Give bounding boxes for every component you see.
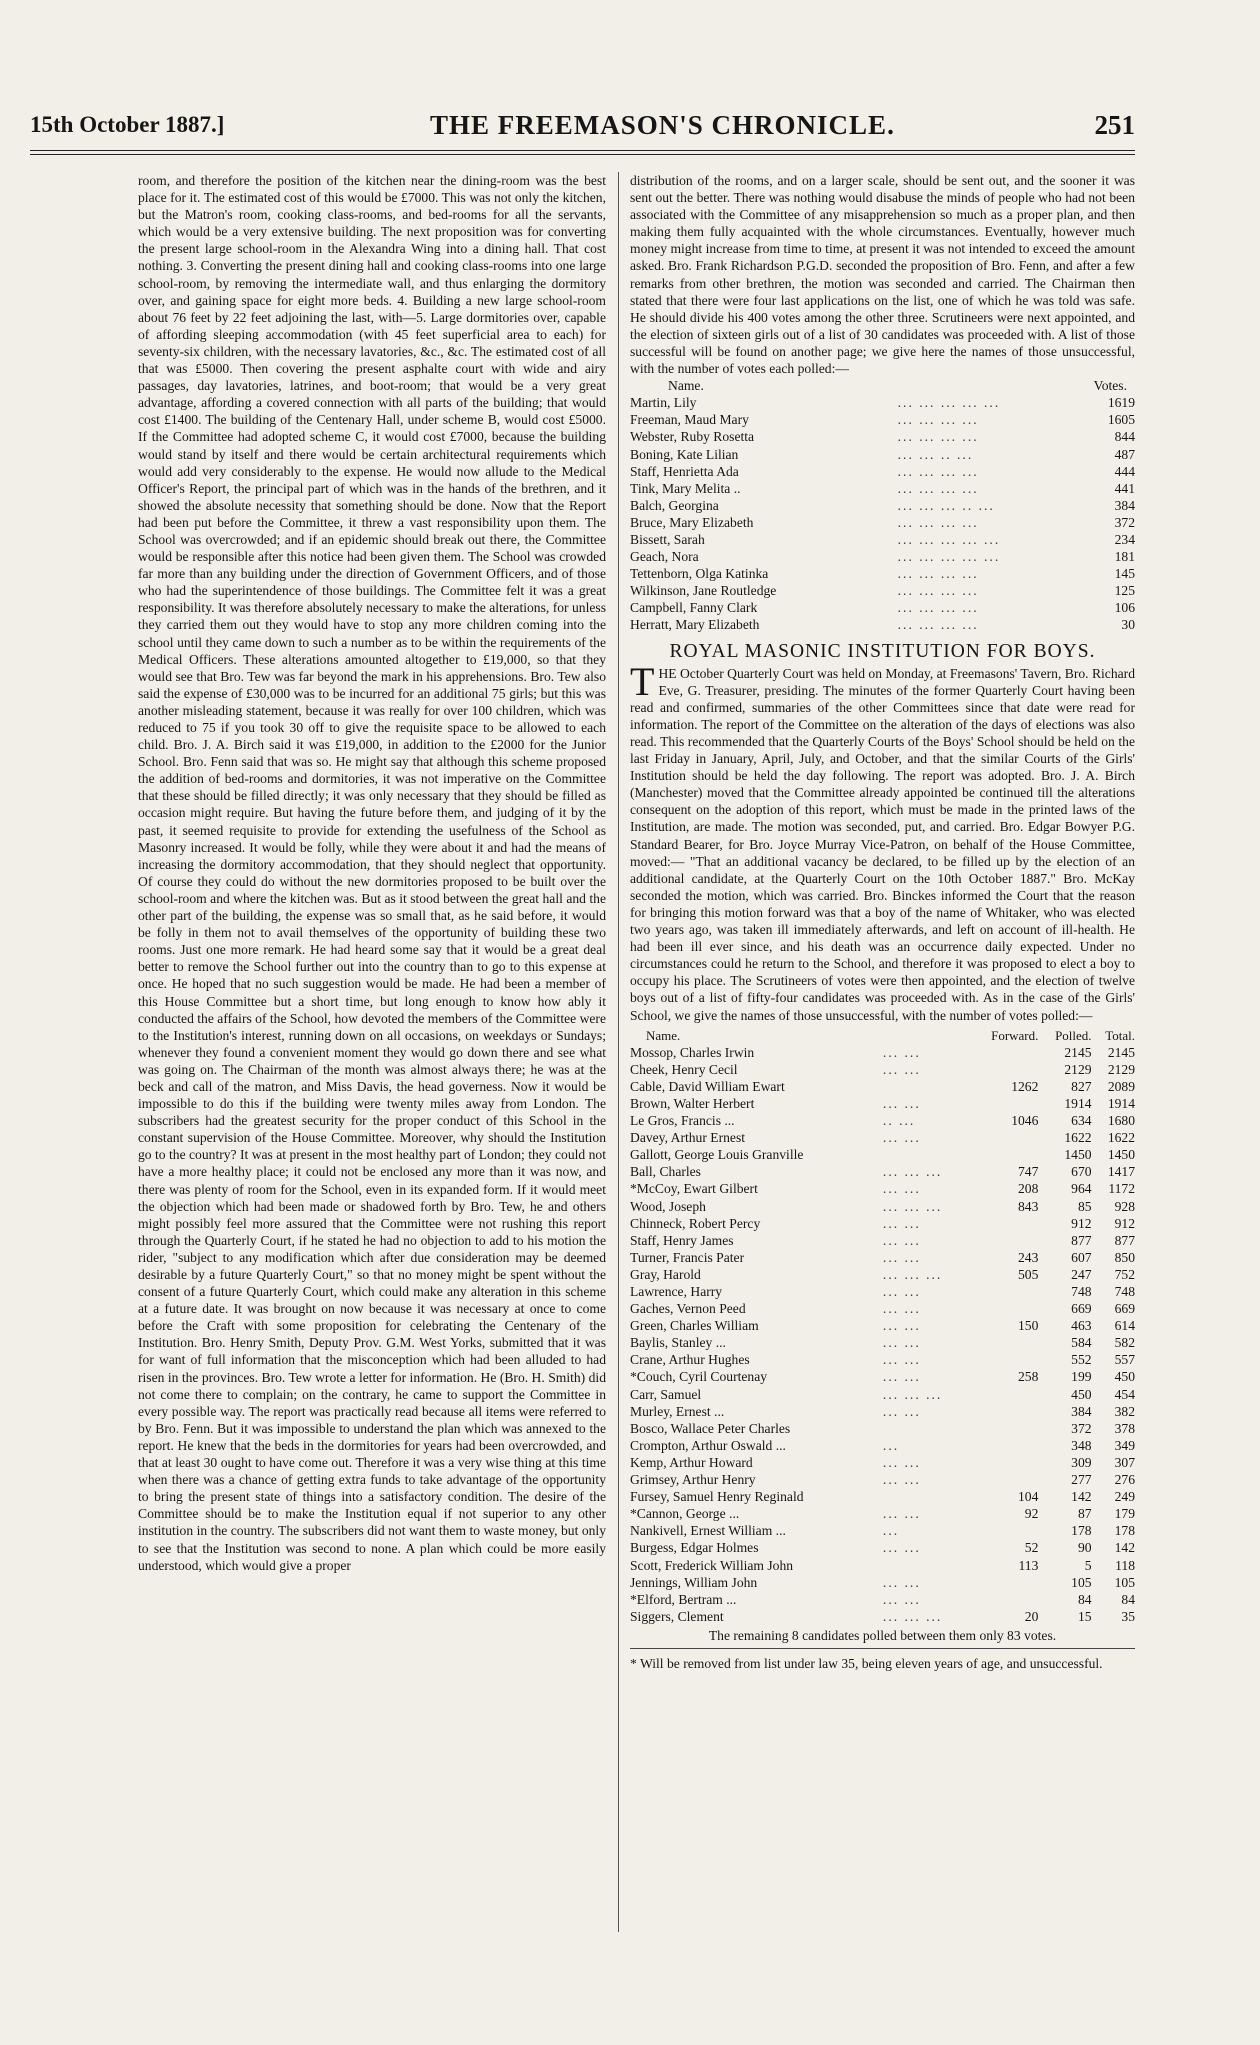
forward-cell: 92 — [1024, 1506, 1039, 1522]
total-cell: 349 — [1114, 1437, 1135, 1453]
leader-dots: ... ... — [882, 1540, 921, 1556]
table-row — [630, 1471, 1135, 1488]
candidate-name: Bosco, Wallace Peter Charles — [630, 1420, 791, 1436]
table-row — [630, 1334, 1135, 1351]
candidate-name: Gaches, Vernon Peed — [630, 1301, 746, 1317]
leader-dots: ... ... ... — [882, 1164, 943, 1180]
candidate-name: Wilkinson, Jane Routledge — [630, 583, 777, 599]
table-row — [630, 1317, 1135, 1334]
forward-cell: 20 — [1024, 1608, 1039, 1624]
forward-cell — [969, 1403, 1038, 1420]
leader-dots: ... ... — [882, 1215, 921, 1231]
forward-cell — [969, 1351, 1038, 1368]
leader-dots: ... ... — [882, 1249, 921, 1265]
left-column — [138, 172, 606, 1952]
votes-cell: 1605 — [1107, 412, 1135, 428]
girls-table-header — [630, 377, 1135, 394]
table-row — [630, 599, 1135, 616]
leader-dots: ... ... ... ... — [897, 566, 979, 582]
polled-cell: 309 — [1071, 1454, 1092, 1470]
forward-cell — [969, 1146, 1038, 1163]
total-cell: 118 — [1115, 1557, 1135, 1573]
footnote: * Will be removed from list under law 35, being eleven years of age, and unsuccessful. — [630, 1648, 1135, 1672]
total-cell: 179 — [1114, 1506, 1135, 1522]
candidate-name: Herratt, Mary Elizabeth — [630, 617, 760, 633]
polled-cell: 85 — [1077, 1198, 1092, 1214]
candidate-name: Nankivell, Ernest William ... — [630, 1523, 786, 1539]
table-row — [630, 1266, 1135, 1283]
table-row — [630, 1061, 1135, 1078]
table-row — [630, 616, 1135, 633]
table-row — [630, 531, 1135, 548]
polled-cell: 827 — [1071, 1078, 1092, 1094]
leader-dots: ... ... ... ... ... — [897, 549, 1001, 565]
total-cell: 2089 — [1107, 1078, 1135, 1094]
leader-dots: ... ... — [882, 1369, 921, 1385]
polled-cell: 105 — [1071, 1574, 1092, 1590]
leader-dots: ... ... ... ... — [897, 463, 979, 479]
forward-cell — [969, 1232, 1038, 1249]
leader-dots: ... — [882, 1523, 900, 1539]
leader-dots: ... ... ... ... ... — [897, 395, 1001, 411]
total-cell: 928 — [1114, 1198, 1135, 1214]
candidate-name: Balch, Georgina — [630, 497, 719, 513]
total-cell: 669 — [1114, 1301, 1135, 1317]
polled-cell: 1914 — [1064, 1095, 1092, 1111]
leader-dots: ... ... ... — [882, 1266, 943, 1282]
candidate-name: Boning, Kate Lilian — [630, 446, 739, 462]
forward-cell: 52 — [1024, 1540, 1039, 1556]
polled-cell: 552 — [1071, 1352, 1092, 1368]
polled-cell: 2145 — [1064, 1044, 1092, 1060]
table-row — [630, 1351, 1135, 1368]
girls-votes-table — [630, 394, 1135, 633]
polled-cell: 964 — [1071, 1181, 1092, 1197]
girls-votes-header: Votes. — [1093, 378, 1127, 394]
candidate-name: Ball, Charles — [630, 1164, 701, 1180]
leader-dots: ... ... ... — [882, 1198, 943, 1214]
forward-cell: 113 — [1018, 1557, 1039, 1573]
leader-dots: ... ... — [882, 1472, 921, 1488]
forward-cell — [969, 1574, 1038, 1591]
right-column — [630, 172, 1135, 1832]
table-row — [630, 1488, 1135, 1505]
table-row — [630, 514, 1135, 531]
polled-cell: 277 — [1071, 1472, 1092, 1488]
table-row — [630, 1574, 1135, 1591]
table-row — [630, 1112, 1135, 1129]
leader-dots: .. ... — [882, 1113, 916, 1129]
leader-dots: ... ... — [882, 1591, 921, 1607]
leader-dots: ... ... — [882, 1454, 921, 1470]
total-cell: 1417 — [1107, 1164, 1135, 1180]
table-row — [630, 1198, 1135, 1215]
boys-total-header: Total. — [1105, 1027, 1135, 1043]
table-row — [630, 1232, 1135, 1249]
total-cell: 450 — [1114, 1369, 1135, 1385]
total-cell: 276 — [1114, 1472, 1135, 1488]
table-row — [630, 1522, 1135, 1539]
total-cell: 1914 — [1107, 1095, 1135, 1111]
candidate-name: Staff, Henry James — [630, 1232, 734, 1248]
table-row — [630, 1539, 1135, 1556]
candidate-name: Cable, David William Ewart — [630, 1078, 785, 1094]
candidate-name: Fursey, Samuel Henry Reginald — [630, 1489, 804, 1505]
forward-cell: 747 — [1018, 1164, 1039, 1180]
polled-cell: 607 — [1071, 1249, 1092, 1265]
candidate-name: Martin, Lily — [630, 395, 697, 411]
total-cell: 582 — [1114, 1335, 1135, 1351]
forward-cell — [969, 1386, 1038, 1403]
table-row — [630, 1215, 1135, 1232]
votes-cell: 444 — [1114, 463, 1135, 479]
total-cell: 105 — [1114, 1574, 1135, 1590]
table-row — [630, 1163, 1135, 1180]
total-cell: 748 — [1114, 1284, 1135, 1299]
candidate-name: Gallott, George Louis Granville — [630, 1147, 804, 1163]
table-row — [630, 1386, 1135, 1403]
total-cell: 1172 — [1108, 1181, 1135, 1197]
total-cell: 752 — [1114, 1266, 1135, 1282]
boys-votes-table — [630, 1027, 1135, 1625]
polled-cell: 463 — [1071, 1318, 1092, 1334]
table-row — [630, 1403, 1135, 1420]
candidate-name: Cheek, Henry Cecil — [630, 1061, 738, 1077]
total-cell: 1450 — [1107, 1147, 1135, 1163]
leader-dots: ... ... — [882, 1352, 921, 1368]
leader-dots: ... — [882, 1437, 900, 1453]
votes-cell: 106 — [1114, 600, 1135, 616]
leader-dots: ... ... ... ... — [897, 600, 979, 616]
table-row — [630, 1608, 1135, 1625]
polled-cell: 199 — [1071, 1369, 1092, 1385]
candidate-name: Geach, Nora — [630, 549, 699, 565]
total-cell: 378 — [1114, 1420, 1135, 1436]
candidate-name: Chinneck, Robert Percy — [630, 1215, 761, 1231]
leader-dots: ... ... — [882, 1574, 921, 1590]
polled-cell: 90 — [1077, 1540, 1092, 1556]
forward-cell — [969, 1437, 1038, 1454]
leader-dots — [883, 1078, 970, 1095]
votes-cell: 30 — [1121, 617, 1135, 633]
polled-cell: 142 — [1071, 1489, 1092, 1505]
table-row — [630, 1368, 1135, 1385]
total-cell: 249 — [1114, 1489, 1135, 1505]
table-row — [630, 394, 1135, 411]
total-cell: 35 — [1121, 1608, 1135, 1624]
table-row — [630, 1300, 1135, 1317]
table-row — [630, 1420, 1135, 1437]
forward-cell: 1046 — [1011, 1113, 1039, 1129]
header-rule-top — [30, 150, 1135, 151]
table-row — [630, 1078, 1135, 1095]
leader-dots: ... ... .. ... — [897, 446, 974, 462]
total-cell: 142 — [1114, 1540, 1135, 1556]
total-cell: 178 — [1114, 1523, 1135, 1539]
column-divider — [618, 172, 619, 1932]
total-cell: 2129 — [1107, 1061, 1135, 1077]
leader-dots: ... ... — [882, 1335, 921, 1351]
candidate-name: Wood, Joseph — [630, 1198, 706, 1214]
votes-cell: 441 — [1114, 480, 1135, 496]
polled-cell: 178 — [1071, 1523, 1092, 1539]
polled-cell: 670 — [1071, 1164, 1092, 1180]
total-cell: 1680 — [1107, 1113, 1135, 1129]
forward-cell: 208 — [1018, 1181, 1039, 1197]
candidate-name: Green, Charles William — [630, 1318, 759, 1334]
forward-cell: 258 — [1018, 1369, 1039, 1385]
leader-dots: ... ... ... ... — [897, 583, 979, 599]
candidate-name: *McCoy, Ewart Gilbert — [630, 1181, 758, 1197]
boys-polled-header: Polled. — [1055, 1027, 1092, 1043]
leader-dots: ... ... ... ... — [897, 514, 979, 530]
girls-election-text: distribution of the rooms, and on a larger scale, should be sent out, and the sooner it was sent out the better. There was nothing would disabuse the minds of people who had not been associated with the Committee of any misapprehension so much as a proper plan, and then making them fully acquainted with the whole circumstances. Eventually, however much money might increase from time to time, at present it was not intended to exceed the amount asked. Bro. Frank Richardson P.G.D. seconded the proposition of Bro. Fenn, and after a few remarks from other brethren, the motion was seconded and carried. The Chairman then stated that there were four last applications on the list, one of which he was told was safe. He should divide his 400 votes among the other three. Scrutineers were next appointed, and the election of sixteen girls out of a list of 30 candidates was proceeded with. A list of those successful will be found on another page; we give here the names of those unsuccessful, with the number of votes each polled:— — [630, 173, 1135, 377]
polled-cell: 584 — [1071, 1335, 1092, 1351]
forward-cell — [969, 1300, 1038, 1317]
votes-cell: 145 — [1114, 566, 1135, 582]
boys-table-header — [630, 1027, 1135, 1044]
total-cell: 557 — [1114, 1352, 1135, 1368]
forward-cell — [969, 1061, 1038, 1078]
candidate-name: Bissett, Sarah — [630, 531, 705, 547]
forward-cell — [969, 1522, 1038, 1539]
candidate-name: Lawrence, Harry — [630, 1284, 723, 1299]
candidate-name: Scott, Frederick William John — [630, 1557, 794, 1573]
candidate-name: *Cannon, George ... — [630, 1506, 740, 1522]
total-cell: 382 — [1114, 1403, 1135, 1419]
leader-dots — [883, 1488, 970, 1505]
boys-institution-report — [630, 658, 1135, 1024]
boys-forward-header: Forward. — [991, 1027, 1039, 1043]
candidate-name: Baylis, Stanley ... — [630, 1335, 726, 1351]
boys-name-header: Name. — [646, 1027, 681, 1043]
table-row — [630, 1557, 1135, 1574]
votes-cell: 125 — [1114, 583, 1135, 599]
leader-dots: ... ... ... ... — [897, 617, 979, 633]
table-row — [630, 1180, 1135, 1197]
forward-cell — [969, 1129, 1038, 1146]
forward-cell — [969, 1420, 1038, 1437]
polled-cell: 384 — [1071, 1403, 1092, 1419]
leader-dots: ... ... ... ... — [897, 412, 979, 428]
table-row — [630, 497, 1135, 514]
candidate-name: Murley, Ernest ... — [630, 1403, 725, 1419]
table-row — [630, 582, 1135, 599]
table-row — [630, 1044, 1135, 1061]
table-row — [630, 446, 1135, 463]
candidate-name: Carr, Samuel — [630, 1386, 702, 1402]
polled-cell: 2129 — [1064, 1061, 1092, 1077]
polled-cell: 84 — [1077, 1591, 1092, 1607]
votes-cell: 487 — [1114, 446, 1135, 462]
leader-dots: ... ... — [882, 1301, 921, 1317]
forward-cell — [969, 1095, 1038, 1112]
votes-cell: 234 — [1114, 531, 1135, 547]
polled-cell: 87 — [1077, 1506, 1092, 1522]
table-row — [630, 428, 1135, 445]
total-cell: 454 — [1114, 1386, 1135, 1402]
candidate-name: Jennings, William John — [630, 1574, 758, 1590]
total-cell: 1622 — [1107, 1130, 1135, 1146]
publication-title: THE FREEMASON'S CHRONICLE. — [430, 110, 895, 140]
candidate-name: Crompton, Arthur Oswald ... — [630, 1437, 786, 1453]
candidate-name: Gray, Harold — [630, 1266, 701, 1282]
forward-cell: 150 — [1018, 1318, 1039, 1334]
polled-cell: 348 — [1071, 1437, 1092, 1453]
forward-cell: 505 — [1018, 1266, 1039, 1282]
leader-dots: ... ... ... ... ... — [897, 531, 1001, 547]
drop-cap: T — [630, 658, 655, 704]
table-row — [630, 1591, 1135, 1608]
leader-dots: ... ... — [882, 1284, 921, 1299]
section-title: ROYAL MASONIC INSTITUTION FOR BOYS. — [669, 640, 1096, 662]
forward-cell: 843 — [1018, 1198, 1039, 1214]
polled-cell: 372 — [1071, 1420, 1092, 1436]
forward-cell — [969, 1283, 1038, 1300]
votes-cell: 844 — [1114, 429, 1135, 445]
table-row — [630, 1505, 1135, 1522]
candidate-name: Webster, Ruby Rosetta — [630, 429, 755, 445]
candidate-name: Tettenborn, Olga Katinka — [630, 566, 769, 582]
forward-cell — [969, 1454, 1038, 1471]
total-cell: 912 — [1114, 1215, 1135, 1231]
forward-cell — [969, 1471, 1038, 1488]
table-row — [630, 1129, 1135, 1146]
votes-cell: 1619 — [1107, 395, 1135, 411]
polled-cell: 912 — [1071, 1215, 1092, 1231]
leader-dots: ... ... — [882, 1181, 921, 1197]
polled-cell: 1450 — [1064, 1147, 1092, 1163]
polled-cell: 5 — [1084, 1557, 1092, 1573]
candidate-name: Mossop, Charles Irwin — [630, 1044, 755, 1060]
leader-dots: ... ... ... ... — [897, 429, 979, 445]
votes-cell: 372 — [1114, 514, 1135, 530]
remaining-candidates-note: The remaining 8 candidates polled between them only 83 votes. — [708, 1627, 1057, 1643]
votes-cell: 384 — [1114, 497, 1135, 513]
candidate-name: Davey, Arthur Ernest — [630, 1130, 746, 1146]
header-rule-bottom — [30, 154, 1135, 155]
total-cell: 850 — [1114, 1249, 1135, 1265]
table-row — [630, 1095, 1135, 1112]
table-row — [630, 565, 1135, 582]
candidate-name: Freeman, Maud Mary — [630, 412, 749, 428]
table-row — [630, 411, 1135, 428]
candidate-name: *Elford, Bertram ... — [630, 1591, 737, 1607]
girls-name-header: Name. — [668, 378, 704, 394]
polled-cell: 634 — [1071, 1113, 1092, 1129]
leader-dots: ... ... — [882, 1095, 921, 1111]
forward-cell: 104 — [1018, 1489, 1039, 1505]
issue-date: 15th October 1887.] — [30, 112, 225, 137]
table-row — [630, 1454, 1135, 1471]
leader-dots: ... ... ... ... — [897, 480, 979, 496]
table-row — [630, 548, 1135, 565]
candidate-name: Brown, Walter Herbert — [630, 1095, 755, 1111]
total-cell: 307 — [1114, 1454, 1135, 1470]
table-row — [630, 1437, 1135, 1454]
leader-dots: ... ... — [882, 1506, 921, 1522]
candidate-name: Kemp, Arthur Howard — [630, 1454, 753, 1470]
total-cell: 2145 — [1107, 1044, 1135, 1060]
votes-cell: 181 — [1114, 549, 1135, 565]
candidate-name: Turner, Francis Pater — [630, 1249, 745, 1265]
table-row — [630, 1249, 1135, 1266]
total-cell: 614 — [1114, 1318, 1135, 1334]
polled-cell: 450 — [1071, 1386, 1092, 1402]
leader-dots: ... ... — [882, 1061, 921, 1077]
leader-dots — [883, 1557, 970, 1574]
table-row — [630, 1146, 1135, 1163]
candidate-name: Bruce, Mary Elizabeth — [630, 514, 754, 530]
leader-dots: ... ... — [882, 1130, 921, 1146]
candidate-name: Siggers, Clement — [630, 1608, 724, 1624]
table-row — [630, 463, 1135, 480]
leader-dots: ... ... ... — [882, 1608, 943, 1624]
leader-dots: ... ... ... — [882, 1386, 943, 1402]
leader-dots — [883, 1146, 970, 1163]
leader-dots: ... ... ... .. ... — [897, 497, 995, 513]
polled-cell: 877 — [1071, 1232, 1092, 1248]
polled-cell: 1622 — [1064, 1130, 1092, 1146]
candidate-name: Crane, Arthur Hughes — [630, 1352, 750, 1368]
candidate-name: Le Gros, Francis ... — [630, 1113, 735, 1129]
forward-cell — [969, 1044, 1038, 1061]
article-paragraph: room, and therefore the position of the kitchen near the dining-room was the best place for it. The estimated cost of this would be £7000. This was not only the kitchen, but the Matron's room, cooking class-rooms, and bed-rooms for all the servants, which would be a very extensive building. The next proposition was for converting the present large school-room in the Alexandra Wing into a dining hall. That cost nothing. 3. Converting the present dining hall and cooking class-rooms into one large school-room, by removing the intermediate wall, and thus enlarging the dormitory over, and gaining space for eight more beds. 4. Building a new large school-room about 76 feet by 22 feet adjoining the last, with—5. Large dormitories over, capable of affording sleeping accommodation (with 45 feet superficial area to each) for seventy-six children, with the necessary lavatories, &c., &c. The estimated cost of all that was £5000. Then covering the present asphalte court with wide and airy passages, day lavatories, latrines, and boot-room; that would be a very great advantage, affording a covered connection with all parts of the building; that would cost £1400. The building of the Centenary Hall, under scheme B, would cost £5000. If the Committee had adopted scheme C, it would cost £7000, because the building would stand by itself and there would be certain architectural requirements which would add very considerably to the expense. He would now allude to the Medical Officer's Report, the principal part of which was in the hands of the brethren, and it showed the absolute necessity that something should be done. Now that the Report had been put before the Committee, it threw a vast responsibility upon them. The School was overcrowded; and if an epidemic should break out there, the Committee would be responsible after this notice had been given them. The School was crowded far more than any building under the direction of Government Officers, and of those who had the superintendence of those buildings. The Committee felt it was a great responsibility. It was therefore absolutely necessary to make the alterations, for unless they carried them out they would have to stop any more children coming into the school until they came down to such a number as to be within the requirements of the Medical Officers. These alterations amounted altogether to £19,000, so that they would see that Bro. Tew was far beyond the mark in his apprehensions. Bro. Tew also said the expense of £30,000 was to be incurred for an additional 75 girls; but this was another misleading statement, because it was really for over 100 children, which was reduced to 75 if you took 30 off to give the requisite space to be allowed to each child. Bro. J. A. Birch said it was £19,000, in addition to the £2000 for the Junior School. Bro. Fenn said that was so. He might say that although this scheme proposed the addition of bed-rooms and dormitories, it was not imperative on the Committee that these should be filled directly; it was only necessary that they should be filled as occasion might require. But having the future before them, and judging of it by the past, it seemed requisite to provide for extending the usefulness of the School as Masonry increased. It would be folly, while they were about it and had the means of increasing the dormitory accommodation, that they should neglect that opportunity. Of course they could do without the new dormitories proposed to be built over the school-room and where the kitchen was. But as it stood between the great hall and the other part of the building, the expense was so small that, as he said before, it would be folly in them not to avail themselves of the opportunity of building these two rooms. Just one more remark. He had heard some say that it would be a great deal better to remove the School further out into the country than to go to this expense at once. He hoped that no such suggestion would be made. He had been a member of this House Committee but a short time, but long enough to know how ably it conducted the affairs of the School, how devoted the members of the Committee were to the Institution's interest, running down on all occasions, on weekdays or Sundays; whenever they found a convenient moment they would go down there and see what was going on. The Chairman of the month was almost always there; he was at the beck and call of the matron, and Miss Davis, the head governess. Now it would be impossible to do this if the building were twenty miles away from London. The subscribers had the greatest security for the proper conduct of this School in the constant supervision of the House Committee. Moreover, why should the Institution go to the country? It was at present in the most healthy part of London; they could not have a more healthy place; it could not be enclosed any more than it was now, and there was plenty of room for the School, even in its expanded form. If it would meet the objection which had been made or shadowed forth by Bro. Tew, he and others might possibly feel more assured that the Committee were not rushing this report through the Quarterly Court, if he stated he had no objection to add to his motion the rider, "subject to any modification which after due consideration may be deemed desirable by a future Quarterly Court," so that no money might be spent without the consent of a future Quarterly Court, which could make any alteration in this scheme at a future date. It was brought on now because it was necessary at once to come before the Craft with some proposition for celebrating the Centenary of the Institution. Bro. Henry Smith, Deputy Prov. G.M. West Yorks, submitted that it was for want of full information that the misconception which had been alluded to had risen in the provinces. Bro. Tew wrote a letter for information. He (Bro. H. Smith) did not come there to complain; on the contrary, he came to support the Committee in every possible way. The report was practically read because all items were referred to by Bro. Fenn. But it was impossible to understand the plan which was annexed to the report. He knew that the beds in the dormitories for years had been overcrowded, and that at least 30 ought to have come out. Therefore it was a very wise thing at this time when there was a chance of getting extra funds to take advantage of the opportunity to bring the present state of things into a satisfactory condition. The desire of the Committee should be to make the Institution equal if not superior to any other institution in the country. The subscribers did not want them to waste money, but only to see that the Institution was second to none. A plan which could be more easily understood, which would give a proper — [138, 173, 606, 1573]
boys-report-body: HE October Quarterly Court was held on Monday, at Freemasons' Tavern, Bro. Richard Eve, G. Treasurer, presiding. The minutes of the former Quarterly Court having been read and confirmed, summaries of the other Committees since that date were read for information. The report of the Committee on the alteration of the days of elections was also read. This recommended that the Quarterly Courts of the Boys' School should be held on the last Friday in January, April, July, and October, and that the similar Courts of the Girls' Institution should be held the day following. The report was adopted. Bro. J. A. Birch (Manchester) moved that the Committee already appointed be continued till the alterations consequent on the adoption of this report, which must be made in the printed laws of the Institution, are made. The motion was seconded, put, and carried. Bro. Edgar Bowyer P.G. Standard Bearer, for Bro. Joyce Murray Vice-Patron, on behalf of the House Committee, moved:— "That an additional vacancy be declared, to be filled up by the election of an additional candidate, at the Quarterly Court on the 10th October 1887." Bro. McKay seconded the motion, which was carried. Bro. Binckes informed the Court that the reason for bringing this motion forward was that a boy of the name of Whitaker, who was elected two years ago, was taken ill immediately afterwards, and left on account of ill-health. He had been ill ever since, and his death was an occurrence daily expected. Under no circumstances could he return to the School, and therefore it was proposed to elect a boy to occupy his place. The Scrutineers of votes were then appointed, and the election of twelve boys out of a list of fifty-four candidates was proceeded with. As in the case of the Girls' School, we give the names of those unsuccessful, with the number of votes polled:— — [630, 665, 1135, 1023]
polled-cell: 247 — [1071, 1266, 1092, 1282]
forward-cell: 243 — [1018, 1249, 1039, 1265]
candidate-name: Staff, Henrietta Ada — [630, 463, 739, 479]
table-row — [630, 1283, 1135, 1300]
forward-cell — [969, 1334, 1038, 1351]
leader-dots: ... ... — [882, 1403, 921, 1419]
leader-dots: ... ... — [882, 1318, 921, 1334]
forward-cell: 1262 — [1011, 1078, 1039, 1094]
polled-cell: 669 — [1071, 1301, 1092, 1317]
forward-cell — [969, 1591, 1038, 1608]
candidate-name: Campbell, Fanny Clark — [630, 600, 758, 616]
total-cell: 877 — [1114, 1232, 1135, 1248]
table-row — [630, 480, 1135, 497]
polled-cell: 748 — [1071, 1284, 1092, 1299]
candidate-name: Grimsey, Arthur Henry — [630, 1472, 756, 1488]
leader-dots — [883, 1420, 970, 1437]
page-number: 251 — [1094, 110, 1135, 140]
leader-dots: ... ... — [882, 1044, 921, 1060]
page-header — [30, 108, 1135, 148]
leader-dots: ... ... — [882, 1232, 921, 1248]
total-cell: 84 — [1121, 1591, 1135, 1607]
polled-cell: 15 — [1077, 1608, 1092, 1624]
candidate-name: Tink, Mary Melita .. — [630, 480, 741, 496]
forward-cell — [969, 1215, 1038, 1232]
candidate-name: Burgess, Edgar Holmes — [630, 1540, 759, 1556]
candidate-name: *Couch, Cyril Courtenay — [630, 1369, 768, 1385]
